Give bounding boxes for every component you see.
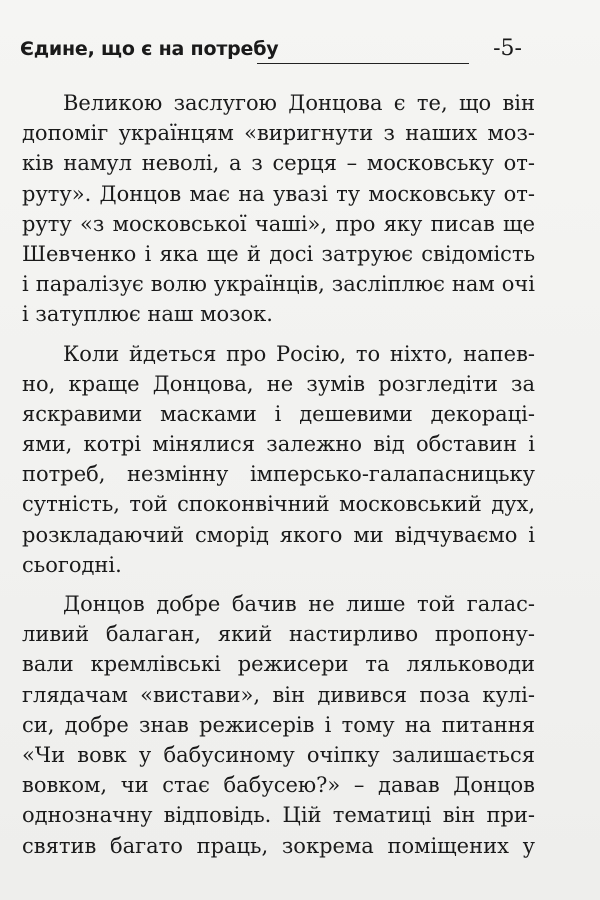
paragraph: [22, 88, 535, 330]
page-number: -5-: [493, 36, 522, 61]
text-line: вали кремлівські режисери та ляльководи: [22, 652, 535, 677]
text-line: і затуплює наш мозок.: [22, 302, 273, 327]
text-line: допоміг українцям «виригнути з наших моз-: [22, 121, 535, 146]
text-line: сьогодні.: [22, 552, 122, 577]
text-line: ями, котрі мінялися залежно від обставин і: [22, 432, 535, 457]
text-line: Великою заслугою Донцова є те, що він: [63, 91, 535, 115]
text-line: вовком, чи стає бабусею?» – давав Донцов: [22, 773, 535, 798]
page-header: [20, 38, 580, 72]
text-line: розкладаючий сморід якого ми відчуваємо і: [22, 522, 535, 547]
body-text: [22, 88, 535, 870]
paragraph: [22, 589, 535, 861]
text-line: святив багато праць, зокрема поміщених у: [22, 833, 535, 858]
text-line: Шевченко і яка ще й досі затруює свідомість: [22, 241, 535, 266]
text-line: потреб, незмінну імперсько-галапасницьку: [22, 462, 535, 487]
text-line: Донцов добре бачив не лише той галас-: [63, 592, 535, 616]
text-line: «Чи вовк у бабусиному очіпку залишається: [22, 742, 535, 767]
text-line: глядачам «вистави», він дивився поза кулі-: [22, 682, 535, 707]
text-line: ків намул неволі, а з серця – московську от-: [22, 151, 535, 176]
text-line: руту». Донцов має на увазі ту московську от-: [22, 181, 535, 206]
text-line: і паралізує волю українців, засліплює нам очі: [22, 272, 535, 297]
running-title: Єдине, що є на потребу: [20, 38, 279, 60]
text-line: Коли йдеться про Росію, то ніхто, напев-: [63, 341, 535, 366]
text-line: руту «з московської чаші», про яку писав ще: [22, 211, 535, 236]
text-line: сутність, той споконвічний московський дух,: [22, 492, 535, 517]
text-line: но, краще Донцова, не зумів розгледіти за: [22, 371, 535, 396]
header-rule: [257, 63, 469, 64]
text-line: яскравими масками і дешевими декораці-: [22, 401, 535, 426]
text-line: ливий балаган, який настирливо пропону-: [22, 622, 535, 647]
text-line: си, добре знав режисерів і тому на питання: [22, 712, 535, 737]
text-line: однозначну відповідь. Цій тематиці він при-: [22, 803, 535, 828]
paragraph: [22, 339, 535, 581]
